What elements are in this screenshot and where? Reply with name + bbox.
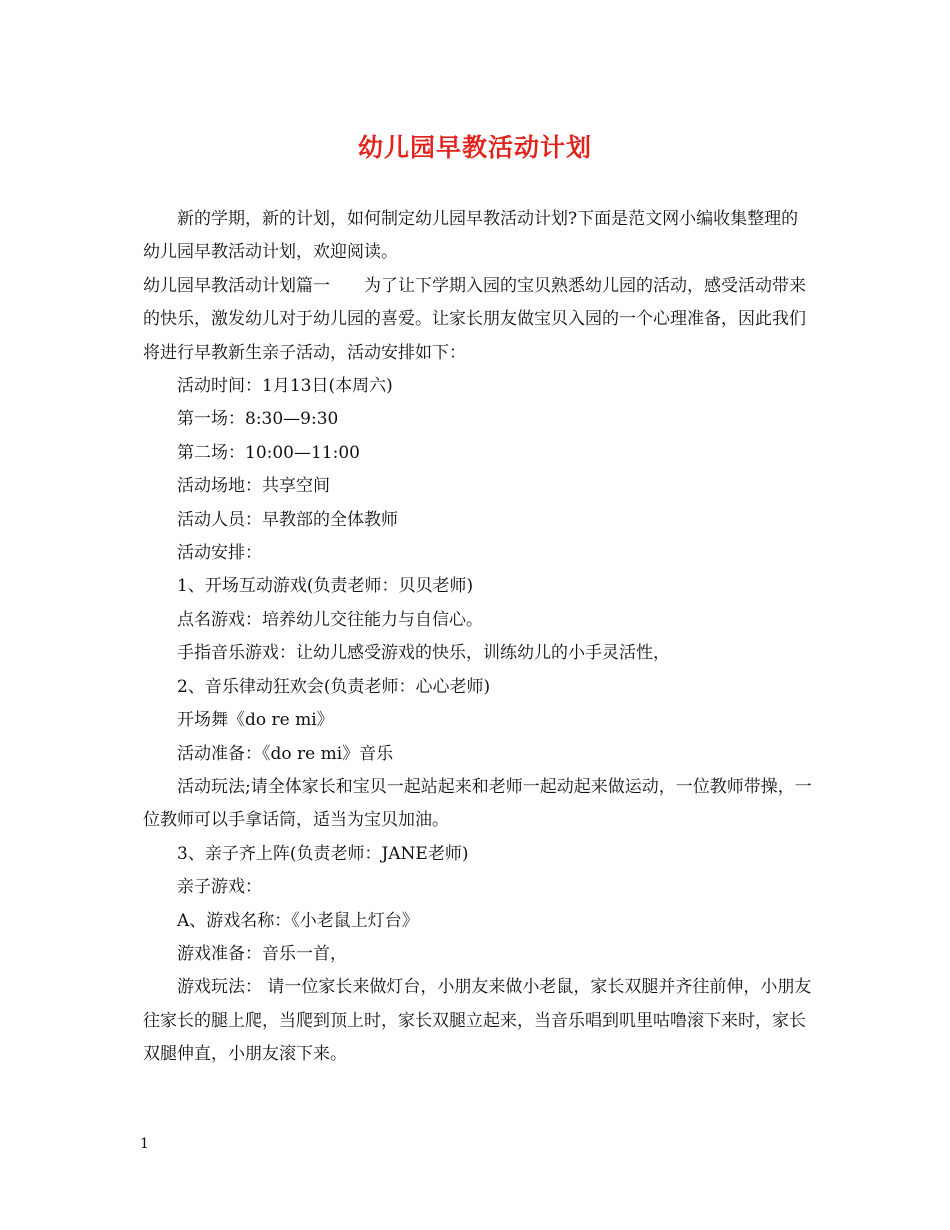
- finger-music-game: 手指音乐游戏：让幼儿感受游戏的快乐，训练幼儿的小手灵活性，: [177, 643, 670, 664]
- section-heading: 幼儿园早教活动计划篇一: [143, 275, 330, 296]
- document-body: [143, 203, 815, 1072]
- page-number: 1: [140, 1136, 149, 1152]
- activity-staff: 活动人员：早教部的全体教师: [177, 509, 398, 530]
- document-title: 幼儿园早教活动计划: [357, 133, 592, 162]
- roll-call-game: 点名游戏：培养幼儿交往能力与自信心。: [177, 609, 483, 630]
- section-paragraph: [143, 270, 815, 370]
- activity-method: 活动玩法;请全体家长和宝贝一起站起来和老师一起动起来做运动，一位教师带操，一位教师可以手拿话筒，适当为宝贝加油。: [143, 776, 812, 831]
- activity-time: 活动时间：1月13日(本周六): [177, 376, 393, 397]
- section-intro: 为了让下学期入园的宝贝熟悉幼儿园的活动，感受活动带来的快乐，激发幼儿对于幼儿园的喜爱。让家长朋友做宝贝入园的一个心理准备，因此我们将进行早教新生亲子活动，活动安排如下：: [143, 275, 806, 363]
- schedule-item-2: 2、音乐律动狂欢会(负责老师：心心老师): [177, 676, 491, 697]
- game-preparation: 游戏准备：音乐一首，: [177, 943, 347, 964]
- game-name: A、游戏名称：《小老鼠上灯台》: [177, 910, 419, 931]
- session-two: 第二场：10:00—11:00: [177, 442, 360, 463]
- game-method: 游戏玩法： 请一位家长来做灯台，小朋友来做小老鼠，家长双腿并齐往前伸，小朋友往家长的腿上爬，当爬到顶上时，家长双腿立起来，当音乐唱到叽里咕噜滚下来时，家长双腿伸直，小朋友滚下来。: [143, 977, 812, 1065]
- activity-schedule-heading: 活动安排：: [177, 543, 262, 564]
- opening-dance: 开场舞《do re mi》: [177, 710, 334, 731]
- activity-venue: 活动场地：共享空间: [177, 476, 330, 497]
- schedule-item-1: 1、开场互动游戏(负责老师：贝贝老师): [177, 576, 474, 597]
- schedule-item-3: 3、亲子齐上阵(负责老师：JANE老师): [177, 843, 469, 864]
- session-one: 第一场：8:30—9:30: [177, 409, 339, 430]
- parent-child-games-heading: 亲子游戏：: [177, 877, 262, 898]
- intro-paragraph: 新的学期，新的计划，如何制定幼儿园早教活动计划?下面是范文网小编收集整理的幼儿园早教活动计划，欢迎阅读。: [143, 209, 799, 263]
- activity-preparation: 活动准备：《do re mi》音乐: [177, 743, 394, 764]
